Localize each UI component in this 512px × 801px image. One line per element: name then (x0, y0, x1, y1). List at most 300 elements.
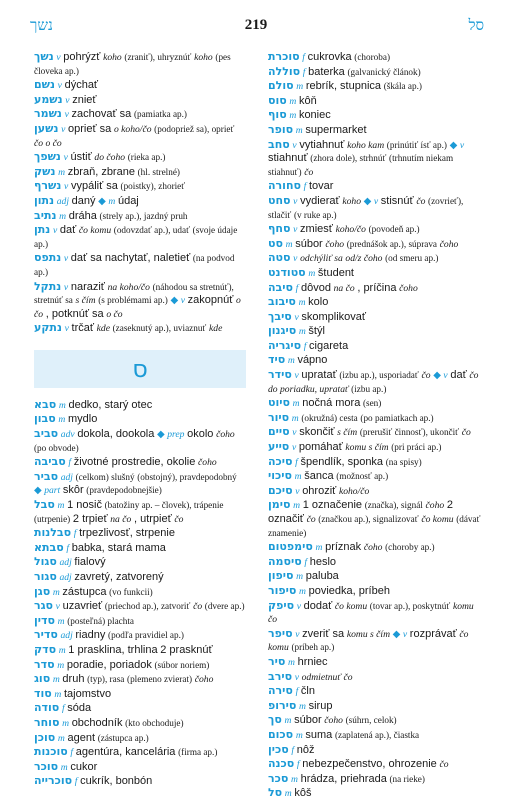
usage-note: (celkom) slušný (75, 471, 135, 482)
dictionary-entry (268, 484, 482, 499)
part-of-speech: m (57, 615, 65, 627)
headword: סחט (268, 193, 291, 207)
grammar-note: do poriadku, upratať (268, 383, 349, 395)
headword: סירה (268, 684, 293, 698)
headword: סיבך (268, 309, 292, 323)
part-of-speech: v (63, 281, 69, 293)
part-of-speech: v (294, 311, 299, 323)
translation: heslo (309, 555, 336, 568)
section-letter-bar (34, 350, 246, 388)
part-of-speech: f (70, 747, 74, 759)
grammar-note: odmietnuť (301, 671, 341, 683)
translation: stisnúť (380, 194, 414, 207)
usage-note: (odovzdať ap.), udať (113, 225, 190, 236)
headword: סל (268, 786, 283, 800)
dictionary-entry (268, 713, 482, 728)
part-of-speech: v (459, 139, 465, 151)
headword: סימפטום (268, 540, 313, 554)
headword: סביבה (34, 455, 66, 469)
part-of-speech: v (63, 152, 68, 164)
part-of-speech: m (291, 773, 298, 785)
dictionary-entry (34, 470, 246, 498)
dictionary-entry (268, 469, 482, 484)
headword: סוכר (34, 759, 59, 773)
part-of-speech: m (284, 788, 292, 800)
usage-note: (rieka ap.) (127, 152, 166, 163)
translation: súbor (295, 237, 323, 250)
grammar-note: čo (343, 671, 353, 683)
usage-note: (prednášok ap.), súprava (346, 238, 438, 249)
usage-note: (kto obchoduje) (125, 717, 184, 728)
part-of-speech: f (61, 703, 65, 715)
translation: dať (59, 224, 77, 237)
usage-note: (povodeň ap.) (368, 224, 420, 235)
translation: supermarket (305, 123, 367, 136)
headword: סדק (34, 642, 57, 656)
dictionary-entry (268, 455, 482, 470)
grammar-note: do čoho (94, 152, 126, 164)
grammar-note: čo komu (268, 628, 469, 654)
translation: cukrík, bonbón (80, 775, 153, 788)
translation: špendlík, sponka (300, 455, 384, 468)
part-of-speech: v (64, 323, 69, 335)
headword: סוחר (34, 715, 60, 729)
usage-note: (prinútiť ísť ap.) (386, 139, 447, 150)
part-of-speech: f (304, 556, 308, 568)
part-of-speech: m (58, 166, 66, 178)
headword: סכום (268, 727, 294, 741)
translation: , potknúť sa (45, 307, 104, 320)
translation: okolo (187, 428, 214, 441)
translation: mydlo (68, 413, 98, 426)
part-of-speech: v (292, 139, 297, 151)
part-of-speech: prep (167, 429, 185, 441)
headword: סכנה (268, 757, 295, 771)
grammar-note: čo (469, 370, 479, 382)
usage-note: (utrpenie) (34, 513, 71, 524)
translation: , utrpieť (133, 512, 172, 525)
grammar-note: čo (461, 427, 471, 439)
part-of-speech: m (58, 414, 66, 426)
translation: rebrík, stupnica (305, 80, 382, 93)
dictionary-entry (34, 280, 246, 322)
part-of-speech: m (299, 700, 306, 712)
grammar-note: o koho/čo (113, 123, 152, 135)
dictionary-entry (268, 353, 482, 368)
headword: סיבה (268, 280, 293, 294)
grammar-note: čo (416, 195, 426, 207)
part-of-speech: v (294, 671, 299, 683)
grammar-note: na koho/čo (107, 281, 150, 293)
translation: vydierať (300, 194, 340, 207)
page-number: 219 (244, 17, 268, 33)
grammar-note: o čo (34, 295, 241, 320)
headword: סבלנות (34, 526, 72, 540)
dictionary-entry (268, 655, 482, 670)
dictionary-entry (268, 251, 482, 266)
translation: dôvod (300, 281, 331, 294)
dictionary-entry (268, 266, 482, 281)
usage-note: (podopriež sa), oprieť (154, 123, 235, 134)
section-letter: ס (132, 354, 148, 383)
translation: štýl (308, 325, 325, 338)
translation: ohroziť (302, 484, 337, 497)
translation: cukor (70, 760, 98, 773)
headword: סיפור (268, 583, 297, 597)
usage-note: (zhora dole), strhnúť (310, 153, 387, 164)
translation: baterka (308, 65, 345, 78)
translation: tajomstvo (63, 687, 112, 700)
headword: סיים (268, 425, 290, 439)
headword: סיוט (268, 396, 290, 410)
left-entries-after (34, 398, 246, 789)
headword: סבא (34, 397, 57, 411)
translation: dodať (303, 599, 333, 612)
part-of-speech: v (64, 109, 69, 121)
part-of-speech: v (52, 225, 58, 237)
part-of-speech: part (44, 485, 61, 497)
translation: nebezpečenstvo, ohrozenie (302, 758, 437, 771)
usage-note: (trhnutím niekam stiahnuť) (268, 153, 454, 177)
usage-note: (choroba) (354, 52, 391, 62)
grammar-note: čo o čo (34, 137, 62, 149)
diamond-separator-icon: ◆ (363, 195, 374, 207)
translation: agent (67, 731, 96, 744)
part-of-speech: v (295, 485, 300, 497)
translation: dať sa nachytať, naletieť (70, 252, 191, 265)
part-of-speech: adj (59, 557, 72, 569)
translation: oprieť sa (68, 122, 112, 135)
grammar-note: čoho (439, 238, 459, 250)
dictionary-entry (34, 209, 246, 224)
part-of-speech: f (302, 66, 306, 78)
headword: סיד (268, 353, 286, 367)
translation: agentúra, kancelária (75, 746, 176, 759)
part-of-speech: v (55, 601, 60, 613)
translation: skôr (62, 484, 84, 497)
dictionary-entry (34, 541, 246, 556)
dictionary-entry (268, 670, 482, 685)
part-of-speech: m (54, 688, 62, 700)
dictionary-entry (268, 699, 482, 714)
headword: סטה (268, 251, 291, 265)
usage-note: (v ruke ap.) (293, 209, 337, 220)
translation: vypáliť sa (70, 180, 118, 193)
translation: nočná mora (302, 397, 361, 410)
usage-note: (značkou ap.), signalizovať (318, 514, 419, 524)
dictionary-entry (268, 108, 482, 123)
headword: נשם (34, 78, 55, 92)
usage-note: (izbu ap.), usporiadať (339, 370, 419, 381)
grammar-note: čo (193, 601, 203, 613)
part-of-speech: m (57, 659, 65, 671)
headword: סוכנות (34, 745, 68, 759)
headword: נשמע (34, 92, 63, 106)
grammar-note: čoho (324, 715, 343, 727)
part-of-speech: m (298, 297, 306, 309)
headword: סכין (268, 742, 289, 756)
dictionary-entry (34, 774, 246, 789)
diamond-separator-icon: ◆ (34, 485, 45, 497)
headword: סחף (268, 222, 291, 236)
headword: סבון (34, 412, 56, 426)
translation: poviedka, príbeh (308, 584, 390, 597)
translation: životné prostredie, okolie (73, 456, 196, 469)
part-of-speech: f (303, 340, 307, 352)
grammar-note: kde (209, 323, 223, 335)
part-of-speech: v (295, 628, 300, 640)
translation: riadny (75, 629, 106, 642)
grammar-note: čo (421, 370, 431, 382)
part-of-speech: m (299, 585, 306, 597)
translation: zveriť sa (302, 627, 345, 640)
part-of-speech: m (57, 500, 65, 512)
usage-note: (choroby ap.) (385, 542, 435, 553)
right-entries (268, 50, 482, 801)
part-of-speech: adj (59, 572, 72, 583)
headword: סימן (268, 498, 291, 512)
translation: údaj (117, 194, 139, 207)
usage-note: (obstojný), pravdepodobný (137, 471, 237, 482)
headword: סדין (34, 613, 55, 627)
dictionary-entry (34, 745, 246, 760)
translation: sóda (67, 702, 92, 715)
dictionary-entry (34, 643, 246, 658)
translation: 1 nosič (67, 499, 102, 512)
usage-note: (po pamiatkach ap.) (360, 412, 434, 423)
headword: נתקע (34, 321, 62, 335)
grammar-note: čoho (194, 674, 214, 686)
usage-note: (firma ap.) (178, 747, 218, 758)
headword: סיסמה (268, 554, 302, 568)
headword: סיור (268, 410, 290, 424)
part-of-speech: m (287, 355, 295, 367)
headword: נשפך (34, 150, 61, 164)
usage-note: (hl. strelné) (137, 166, 180, 177)
translation: skončiť (299, 426, 335, 439)
part-of-speech: m (315, 542, 323, 554)
translation: kôš (294, 787, 312, 800)
usage-note: (sen) (362, 398, 382, 409)
dictionary-entry (34, 716, 246, 731)
usage-note: (okružná) cesta (301, 412, 358, 423)
dictionary-entry (268, 324, 482, 339)
headword: סבתא (34, 540, 64, 554)
usage-note: (na rieke) (389, 773, 425, 784)
usage-note: (zaseknutý ap.), uviaznuť (112, 323, 207, 334)
diamond-separator-icon: ◆ (392, 628, 403, 640)
part-of-speech: v (296, 600, 301, 612)
translation: trčať (71, 322, 94, 335)
dictionary-entry (268, 772, 482, 787)
dictionary-entry (268, 396, 482, 411)
headword: סירופ (268, 698, 297, 712)
dictionary-entry (34, 78, 246, 93)
translation: druh (62, 673, 85, 686)
dictionary-entry (268, 94, 482, 109)
headword: סגור (34, 570, 57, 583)
headword: סבל (34, 498, 55, 512)
part-of-speech: v (63, 253, 69, 265)
usage-note: (izbu ap.) (351, 383, 387, 394)
translation: vytiahnuť (299, 138, 345, 151)
translation: kôň (298, 94, 317, 107)
part-of-speech: v (294, 370, 299, 382)
headword: נשמר (34, 107, 62, 121)
headword: סחורה (268, 179, 301, 193)
headword: סידר (268, 368, 292, 382)
grammar-note: koho kam (347, 139, 385, 151)
headword: סכר (268, 771, 289, 785)
usage-note: (po obvode) (34, 442, 79, 453)
part-of-speech: v (180, 295, 185, 307)
part-of-speech: m (58, 644, 66, 656)
translation: 1 prasklina, trhlina (68, 643, 158, 656)
part-of-speech: m (295, 729, 303, 741)
grammar-note: čoho (399, 282, 418, 294)
dictionary-entry (34, 321, 246, 336)
headword: סיר (268, 654, 286, 668)
headword: סירב (268, 669, 293, 683)
part-of-speech: v (293, 195, 298, 207)
translation: dokola, dookola (77, 428, 155, 441)
usage-note: (príbeh ap.) (291, 642, 335, 653)
headword: סט (268, 236, 283, 250)
translation: tovar (308, 180, 334, 193)
dictionary-entry (34, 223, 246, 251)
translation: cigareta (309, 339, 349, 352)
grammar-note: čoho (425, 500, 445, 512)
dictionary-entry (268, 599, 482, 627)
dictionary-entry (268, 123, 482, 138)
usage-note: (poistky), zhorieť (120, 181, 186, 192)
translation: hrádza, priehrada (300, 772, 387, 785)
translation: zbraň, zbrane (67, 165, 135, 178)
headword: סוג (34, 672, 51, 686)
grammar-note: na čo (110, 513, 132, 525)
translation: zavretý, zatvorený (74, 571, 164, 583)
dictionary-entry (34, 599, 246, 614)
dictionary-entry (268, 194, 482, 222)
part-of-speech: m (52, 586, 60, 598)
grammar-note: s čím (337, 427, 358, 439)
headword: סביב (34, 427, 59, 441)
headword: נתון (34, 193, 55, 207)
part-of-speech: v (402, 628, 408, 640)
dictionary-entry (268, 786, 482, 801)
translation: zachovať sa (71, 108, 132, 121)
usage-note: (podľa pravidiel ap.) (108, 630, 184, 641)
right-column (268, 50, 482, 801)
usage-note: (galvanický článok) (347, 66, 421, 77)
usage-note: (svoje údaje ap.) (34, 225, 238, 249)
part-of-speech: adj (60, 630, 73, 642)
dictionary-entry (34, 398, 246, 413)
translation: šanca (304, 470, 334, 483)
part-of-speech: f (296, 759, 300, 771)
dictionary-entry (34, 93, 246, 108)
dictionary-entry (34, 150, 246, 165)
headword: סיכם (268, 483, 293, 497)
dictionary-entry (34, 658, 246, 673)
part-of-speech: m (57, 732, 65, 744)
translation: uzavrieť (62, 600, 103, 613)
headword: סודה (34, 701, 60, 715)
translation: čln (300, 685, 315, 698)
translation: , príčina (357, 281, 397, 294)
translation: stiahnuť (268, 152, 308, 165)
headword: סייע (268, 440, 290, 454)
part-of-speech: m (294, 471, 302, 483)
part-of-speech: v (293, 253, 298, 265)
translation: nôž (296, 743, 315, 756)
grammar-note: čoho (363, 542, 383, 554)
part-of-speech: f (302, 52, 305, 63)
translation: suma (305, 728, 333, 741)
translation: 2 označiť (268, 499, 453, 525)
dictionary-entry (34, 165, 246, 180)
headword: סוף (268, 108, 287, 122)
grammar-note: koho (194, 52, 213, 63)
grammar-note: čo (304, 166, 314, 178)
grammar-note: o čo (106, 308, 123, 320)
part-of-speech: m (289, 110, 297, 122)
headword: סיכוי (268, 469, 292, 483)
dictionary-entry (268, 79, 482, 94)
translation: pohrýzť (63, 51, 101, 63)
headword: סדר (34, 657, 55, 671)
translation: 2 prasknúť (160, 643, 213, 656)
headword: סיבוב (268, 295, 296, 309)
dictionary-entry (268, 179, 482, 194)
part-of-speech: v (64, 181, 69, 193)
dictionary-entry (268, 684, 482, 699)
part-of-speech: m (59, 210, 67, 222)
translation: 2 trpieť (72, 512, 108, 525)
translation: vápno (297, 354, 328, 367)
dictionary-entry (268, 237, 482, 252)
headword: סגר (34, 599, 54, 613)
dictionary-entry (34, 455, 246, 470)
part-of-speech: v (373, 195, 379, 207)
headword: סוכן (34, 730, 56, 744)
usage-note: (pri práci ap.) (391, 442, 442, 453)
headword: סולם (268, 79, 294, 93)
grammar-note: čo komu (334, 600, 368, 612)
translation: dať (450, 369, 467, 382)
headword: נשך (34, 50, 54, 63)
translation: hrniec (297, 655, 328, 668)
page-header (0, 18, 512, 38)
usage-note: (typ), rasa (87, 674, 125, 685)
left-column (34, 50, 246, 789)
dictionary-entry (34, 179, 246, 194)
usage-note: (zovrieť), stlačiť (268, 195, 464, 220)
translation: naraziť (70, 280, 105, 293)
diamond-separator-icon: ◆ (98, 195, 109, 207)
part-of-speech: v (61, 123, 66, 135)
translation: skomplikovať (301, 310, 367, 323)
dictionary-entry (268, 425, 482, 440)
headword: סיפר (268, 626, 293, 640)
grammar-note: čo (174, 513, 184, 525)
dictionary-entry (34, 614, 246, 629)
headword: סוכרייה (34, 774, 73, 788)
grammar-note: od/z čoho (345, 253, 383, 265)
dictionary-entry (34, 760, 246, 775)
part-of-speech: adj (56, 195, 69, 207)
usage-note: (značka), signál (364, 500, 423, 511)
